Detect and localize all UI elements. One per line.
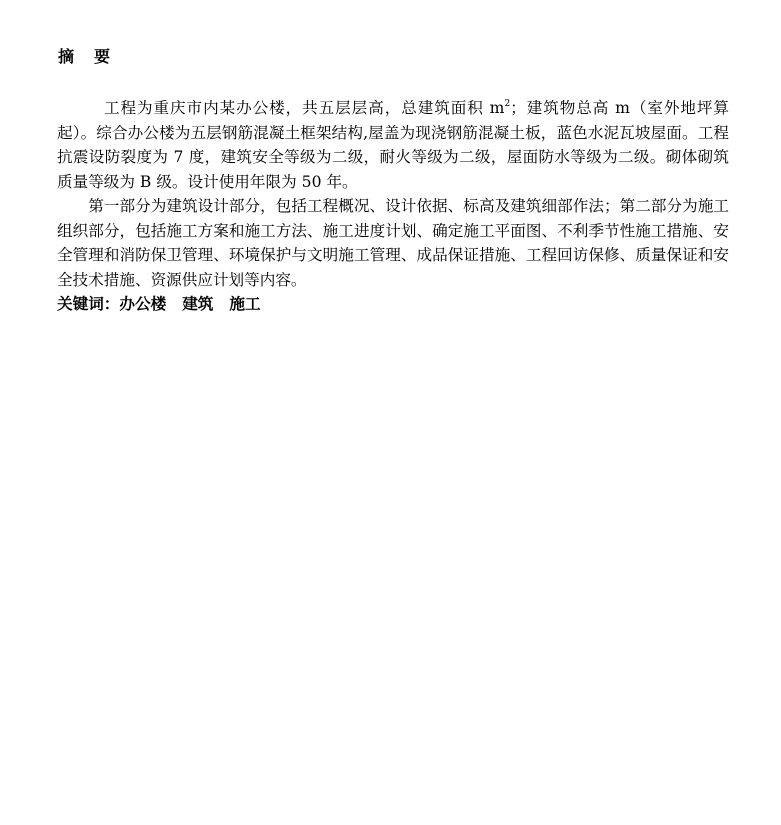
abstract-heading-left: 摘 (58, 47, 75, 66)
paragraph-1-text-b: ；建筑物总高 m（室外地坪算起）。综合办公楼为五层钢筋混凝土框架结构,屋盖为现浇钢筋混凝土板，蓝色水泥瓦坡屋面。工程抗震设防裂度为 7 度，建筑安全等级为二级，耐火等级为二级，屋面防水等级为二级。砌体砌筑质量等级为 B 级。设计使用年限为 50 年。 (57, 99, 729, 191)
keywords-label: 关键词： (57, 295, 120, 313)
keyword-2: 建筑 (182, 295, 214, 313)
abstract-heading (58, 44, 110, 67)
abstract-paragraph-2: 第一部分为建筑设计部分，包括工程概况、设计依据、标高及建筑细部作法；第二部分为施工组织部分，包括施工方案和施工方法、施工进度计划、确定施工平面图、不利季节性施工措施、安全管理和消防保卫管理、环境保护与文明施工管理、成品保证措施、工程回访保修、质量保证和安全技术措施、资源供应计划等内容。 (57, 197, 729, 289)
area-unit-superscript: 2 (504, 99, 511, 109)
abstract-heading-right: 要 (94, 47, 111, 66)
keyword-1: 办公楼 (119, 295, 167, 313)
paragraph-1-text-a: 工程为重庆市内某办公楼，共五层层高，总建筑面积 m (104, 99, 505, 117)
abstract-paragraph-1 (57, 96, 729, 194)
keywords-line (57, 292, 729, 317)
keyword-3: 施工 (229, 295, 261, 313)
abstract-body (57, 96, 729, 317)
